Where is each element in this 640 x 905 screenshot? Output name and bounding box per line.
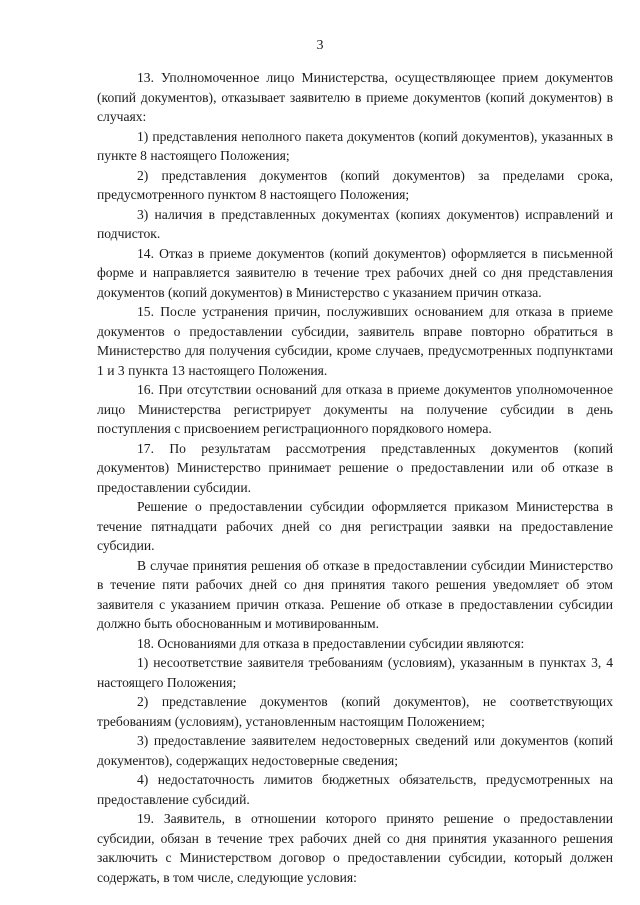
- paragraph-17-refusal: В случае принятия решения об отказе в предоставлении субсидии Министерство в течение пяти рабочих дней со дня принятия такого решения уведомляет об этом заявителя с указанием причин отказа. Решение об отказе в предоставлении субсидии должно быть обоснованным и мотивированным.: [97, 557, 613, 631]
- paragraph-16: 16. При отсутствии оснований для отказа в приеме документов уполномоченное лицо Министерства регистрирует документы на получение субсидии в день поступления с присвоением регистрационного порядкового номера.: [97, 382, 613, 436]
- paragraph-18-item-2: 2) представление документов (копий документов), не соответствующих требованиям (условиям), установленным настоящим Положением;: [97, 694, 613, 729]
- paragraph-13: 13. Уполномоченное лицо Министерства, осуществляющее прием документов (копий документов), отказывает заявителю в приеме документов (копий документов) в случаях:: [97, 70, 613, 124]
- paragraph-18-item-1: 1) несоответствие заявителя требованиям (условиям), указанным в пунктах 3, 4 настоящего Положения;: [97, 655, 613, 690]
- paragraph-14: 14. Отказ в приеме документов (копий документов) оформляется в письменной форме и направляется заявителю в течение трех рабочих дней со дня представления документов (копий документов) в Министерство с указанием причин отказа.: [97, 245, 613, 300]
- document-body: [97, 68, 613, 887]
- paragraph-17: 17. По результатам рассмотрения представленных документов (копий документов) Министерство принимает решение о предоставлении или об отказе в предоставлении субсидии.: [97, 440, 613, 495]
- paragraph-18-item-4: 4) недостаточность лимитов бюджетных обязательств, предусмотренных на предоставление субсидий.: [97, 772, 613, 807]
- page-number: 3: [316, 38, 324, 53]
- paragraph-18: 18. Основаниями для отказа в предоставлении субсидии являются:: [137, 635, 525, 651]
- paragraph-17-decision: Решение о предоставлении субсидии оформляется приказом Министерства в течение пятнадцати рабочих дней со дня регистрации заявки на предоставление субсидии.: [97, 499, 613, 553]
- paragraph-19: 19. Заявитель, в отношении которого принято решение о предоставлении субсидии, обязан в течение трех рабочих дней со дня принятия указанного решения заключить с Министерством договор о предоставлении субсидии, который должен содержать, в том числе, следующие условия:: [97, 811, 613, 885]
- paragraph-18-item-3: 3) предоставление заявителем недостоверных сведений или документов (копий документов), содержащих недостоверные сведения;: [97, 733, 613, 768]
- paragraph-13-item-1: 1) представления неполного пакета документов (копий документов), указанных в пункте 8 настоящего Положения;: [97, 128, 613, 163]
- paragraph-15: 15. После устранения причин, послуживших основанием для отказа в приеме документов о предоставлении субсидии, заявитель вправе повторно обратиться в Министерство для получения субсидии, кроме случаев, предусмотренных подпунктами 1 и 3 пункта 13 настоящего Положения.: [97, 304, 613, 378]
- paragraph-13-item-3: 3) наличия в представленных документах (копиях документов) исправлений и подчисток.: [97, 206, 613, 241]
- paragraph-13-item-2: 2) представления документов (копий документов) за пределами срока, предусмотренного пунктом 8 настоящего Положения;: [97, 167, 613, 202]
